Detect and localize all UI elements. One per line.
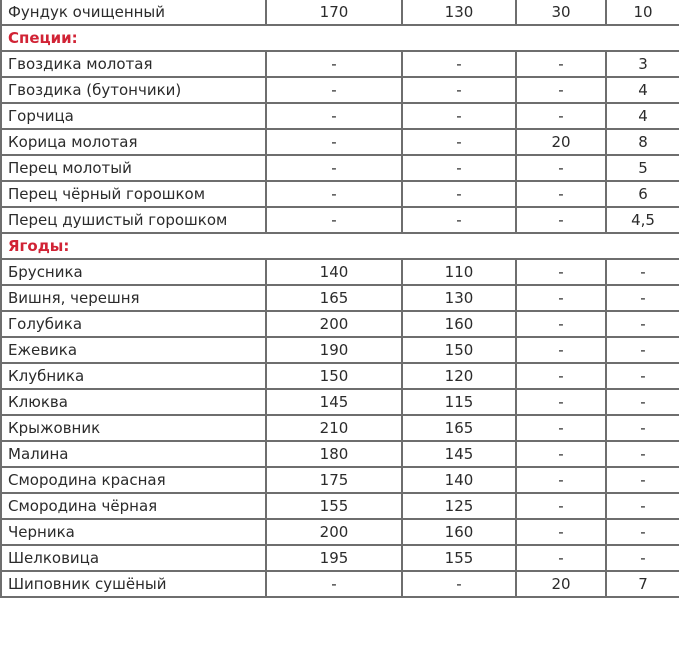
value-cell-3: - [516,77,606,103]
value-cell-1: 145 [266,389,402,415]
value-cell-1: 170 [266,0,402,25]
value-cell-3: - [516,311,606,337]
value-cell-2: 150 [402,337,516,363]
table-row [1,389,679,415]
table-row [1,103,679,129]
value-cell-1: - [266,103,402,129]
value-cell-1: - [266,207,402,233]
value-cell-4: 4 [606,77,679,103]
value-cell-3: - [516,493,606,519]
value-cell-4: - [606,441,679,467]
section-header-row [1,233,679,259]
value-cell-3: - [516,389,606,415]
value-cell-3: 20 [516,571,606,597]
value-cell-4: 4 [606,103,679,129]
product-name-cell: Корица молотая [1,129,266,155]
value-cell-2: - [402,51,516,77]
value-cell-3: - [516,441,606,467]
value-cell-4: - [606,311,679,337]
table-row [1,259,679,285]
section-title: Ягоды: [1,233,679,259]
value-cell-2: 155 [402,545,516,571]
table-row [1,337,679,363]
value-cell-3: - [516,337,606,363]
value-cell-4: - [606,493,679,519]
product-name-cell: Брусника [1,259,266,285]
product-name-cell: Перец душистый горошком [1,207,266,233]
product-name-cell: Перец молотый [1,155,266,181]
product-name-cell: Шелковица [1,545,266,571]
table-row [1,571,679,597]
value-cell-3: - [516,103,606,129]
value-cell-2: - [402,155,516,181]
product-name-cell: Гвоздика (бутончики) [1,77,266,103]
table-row [1,77,679,103]
value-cell-3: - [516,181,606,207]
value-cell-3: - [516,415,606,441]
value-cell-3: 20 [516,129,606,155]
value-cell-4: 10 [606,0,679,25]
product-name-cell: Голубика [1,311,266,337]
product-name-cell: Ежевика [1,337,266,363]
table-row [1,285,679,311]
value-cell-1: 190 [266,337,402,363]
value-cell-3: - [516,207,606,233]
value-cell-1: - [266,129,402,155]
value-cell-2: 115 [402,389,516,415]
value-cell-2: - [402,207,516,233]
table-row [1,363,679,389]
value-cell-2: 160 [402,519,516,545]
value-cell-4: 8 [606,129,679,155]
product-name-cell: Перец чёрный горошком [1,181,266,207]
table-row [1,519,679,545]
value-cell-3: 30 [516,0,606,25]
value-cell-4: 7 [606,571,679,597]
table-row [1,441,679,467]
table-row [1,155,679,181]
product-name-cell: Черника [1,519,266,545]
value-cell-4: - [606,389,679,415]
table-row [1,207,679,233]
table-body [1,0,679,597]
value-cell-4: - [606,545,679,571]
value-cell-2: - [402,103,516,129]
value-cell-3: - [516,155,606,181]
value-cell-1: 140 [266,259,402,285]
value-cell-1: 200 [266,519,402,545]
table-row [1,545,679,571]
value-cell-4: - [606,259,679,285]
value-cell-1: - [266,571,402,597]
value-cell-2: - [402,77,516,103]
product-name-cell: Горчица [1,103,266,129]
value-cell-4: 3 [606,51,679,77]
value-cell-1: 180 [266,441,402,467]
table-row [1,129,679,155]
product-name-cell: Вишня, черешня [1,285,266,311]
product-name-cell: Клюква [1,389,266,415]
value-cell-3: - [516,363,606,389]
value-cell-2: 145 [402,441,516,467]
value-cell-4: - [606,337,679,363]
value-cell-4: - [606,415,679,441]
table-row [1,311,679,337]
value-cell-2: 110 [402,259,516,285]
value-cell-1: - [266,77,402,103]
product-name-cell: Малина [1,441,266,467]
value-cell-3: - [516,51,606,77]
section-header-row [1,25,679,51]
table-row [1,467,679,493]
value-cell-2: 140 [402,467,516,493]
value-cell-1: - [266,155,402,181]
value-cell-4: - [606,467,679,493]
value-cell-4: 6 [606,181,679,207]
value-cell-3: - [516,519,606,545]
value-cell-2: - [402,571,516,597]
value-cell-1: 150 [266,363,402,389]
table-row [1,493,679,519]
product-name-cell: Смородина чёрная [1,493,266,519]
product-name-cell: Шиповник сушёный [1,571,266,597]
value-cell-1: - [266,51,402,77]
table-row [1,51,679,77]
value-cell-2: 160 [402,311,516,337]
product-name-cell: Крыжовник [1,415,266,441]
table-row [1,181,679,207]
value-cell-1: 175 [266,467,402,493]
value-cell-4: 4,5 [606,207,679,233]
value-cell-2: 165 [402,415,516,441]
value-cell-3: - [516,285,606,311]
product-name-cell: Смородина красная [1,467,266,493]
product-name-cell: Клубника [1,363,266,389]
value-cell-2: 120 [402,363,516,389]
value-cell-1: 165 [266,285,402,311]
product-name-cell: Гвоздика молотая [1,51,266,77]
value-cell-4: - [606,363,679,389]
value-cell-1: 200 [266,311,402,337]
value-cell-4: 5 [606,155,679,181]
section-title: Специи: [1,25,679,51]
table-row [1,0,679,25]
value-cell-3: - [516,545,606,571]
table-row [1,415,679,441]
product-name-cell: Фундук очищенный [1,0,266,25]
value-cell-2: - [402,129,516,155]
value-cell-4: - [606,519,679,545]
value-cell-3: - [516,467,606,493]
value-cell-2: 125 [402,493,516,519]
value-cell-1: 195 [266,545,402,571]
value-cell-4: - [606,285,679,311]
value-cell-2: 130 [402,285,516,311]
value-cell-1: 210 [266,415,402,441]
value-cell-2: 130 [402,0,516,25]
value-cell-3: - [516,259,606,285]
value-cell-1: - [266,181,402,207]
value-cell-1: 155 [266,493,402,519]
value-cell-2: - [402,181,516,207]
